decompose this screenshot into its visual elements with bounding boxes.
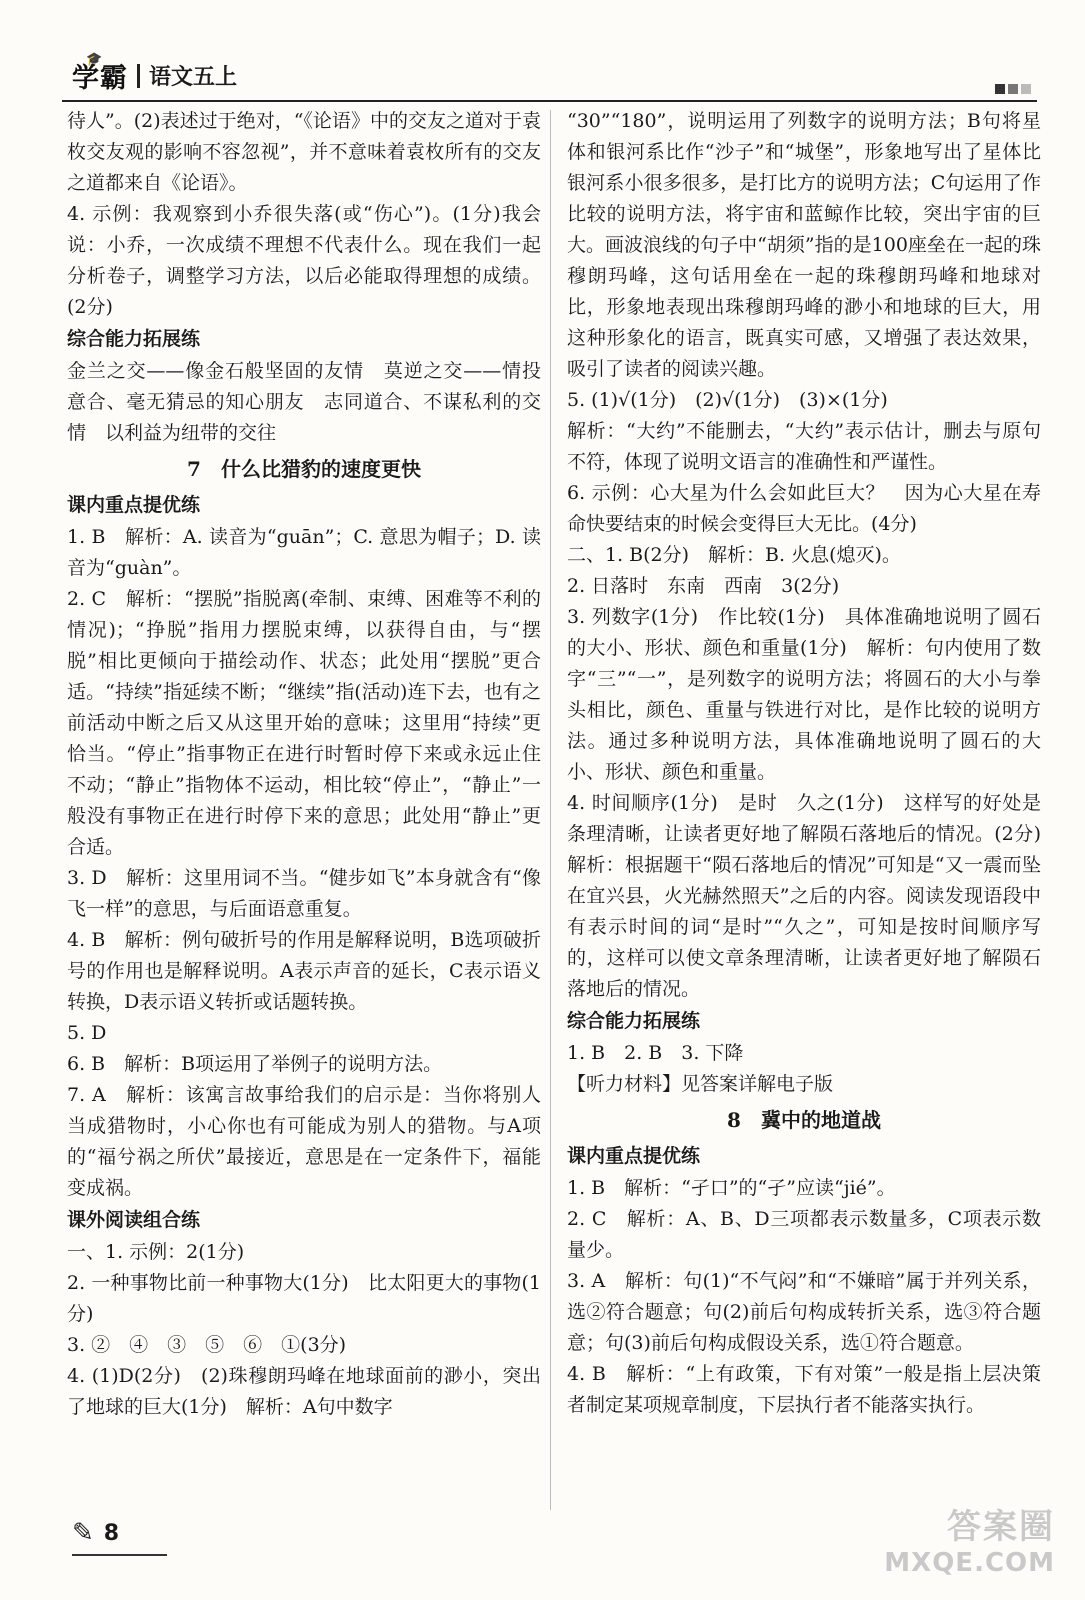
brand-separator	[137, 64, 140, 88]
section-heading: 综合能力拓展练	[567, 1010, 701, 1032]
brand-logo: 学霸	[72, 63, 128, 94]
page-footer	[72, 1518, 119, 1548]
brand	[72, 52, 238, 95]
answer-paragraph: 6. B 解析：B项运用了举例子的说明方法。	[67, 1053, 443, 1075]
book-subject: 语文五上	[149, 65, 238, 90]
answer-paragraph: 1. B 解析：“孑口”的“孑”应读“jié”。	[567, 1177, 896, 1199]
answer-paragraph: 金兰之交——像金石般坚固的友情 莫逆之交——情投意合、毫无猜忌的知心朋友 志同道合、不谋私利的交情 以利益为纽带的交往	[67, 360, 541, 444]
answer-paragraph: 解析：“大约”不能删去，“大约”表示估计，删去与原句不符，体现了说明文语言的准确性和严谨性。	[567, 420, 1041, 473]
graduation-cap-icon: 🎓	[86, 52, 103, 67]
section-heading: 课外阅读组合练	[67, 1209, 201, 1231]
answer-paragraph: 4. 示例：我观察到小乔很失落(或“伤心”)。(1分)我会说：小乔，一次成绩不理想不代表什么。现在我们一起分析卷子，调整学习方法，以后必能取得理想的成绩。(2分)	[67, 203, 541, 318]
answer-paragraph: 3. 列数字(1分) 作比较(1分) 具体准确地说明了圆石的大小、形状、颜色和重量(1分) 解析：句内使用了数字“三”“一”，是列数字的说明方法；将圆石的大小与拳头相比，颜色、重量与铁进行对比，是作比较的说明方法。通过多种说明方法，具体准确地说明了圆石的大小、形状、颜色和重量。	[567, 606, 1041, 783]
section-heading: 课内重点提优练	[567, 1145, 701, 1167]
watermark-url: MXQE.COM	[884, 1548, 1055, 1578]
answer-paragraph: 4. B 解析：例句破折号的作用是解释说明，B选项破折号的作用也是解释说明。A表示声音的延长，C表示语义转换，D表示语义转折或话题转换。	[67, 929, 541, 1013]
answer-paragraph: 2. 日落时 东南 西南 3(2分)	[567, 575, 840, 597]
answer-paragraph: “30”“180”，说明运用了列数字的说明方法；B句将星体和银河系比作“沙子”和“城堡”，形象地写出了星体比银河系小很多很多，是打比方的说明方法；C句运用了作比较的说明方法，将宇宙和蓝鲸作比较，突出宇宙的巨大。画波浪线的句子中“胡须”指的是100座垒在一起的珠穆朗玛峰，这句话用垒在一起的珠穆朗玛峰和地球对比，形象地表现出珠穆朗玛峰的渺小和地球的巨大，用这种形象化的语言，既真实可感，又增强了表达效果，吸引了读者的阅读兴趣。	[567, 110, 1041, 380]
page-header	[62, 44, 1037, 102]
answer-paragraph: 4. 时间顺序(1分) 是时 久之(1分) 这样写的好处是条理清晰，让读者更好地了解陨石落地后的情况。(2分) 解析：根据题干“陨石落地后的情况”可知是“又一震而坠在宜兴县，火光赫然照天”之后的内容。阅读发现语段中有表示时间的词“是时”“久之”，可知是按时间顺序写的，这样可以使文章条理清晰，让读者更好地了解陨石落地后的情况。	[567, 792, 1061, 1000]
answer-paragraph: 2. 一种事物比前一种事物大(1分) 比太阳更大的事物(1分)	[67, 1272, 541, 1325]
answer-paragraph: 【听力材料】见答案详解电子版	[567, 1073, 834, 1095]
answer-paragraph: 3. A 解析：句(1)“不气闷”和“不嫌暗”属于并列关系，选②符合题意；句(2)前后句构成转折关系，选③符合题意；句(3)前后句构成假设关系，选①符合题意。	[567, 1270, 1041, 1354]
watermark-logo: 答案圈	[947, 1507, 1055, 1547]
lesson-title: 8 冀中的地道战	[727, 1108, 881, 1132]
answer-paragraph: 二、1. B(2分) 解析：B. 火息(熄灭)。	[567, 544, 901, 566]
watermark	[884, 1499, 1055, 1578]
decorative-squares-icon	[995, 84, 1031, 94]
right-column	[567, 106, 1061, 1421]
footer-rule	[72, 1554, 167, 1556]
answer-paragraph: 3. D 解析：这里用词不当。“健步如飞”本身就含有“像飞一样”的意思，与后面语意重复。	[67, 867, 541, 920]
lesson-title: 7 什么比猎豹的速度更快	[187, 457, 421, 481]
answer-paragraph: 6. 示例：心大星为什么会如此巨大？ 因为心大星在寿命快要结束的时候会变得巨大无比。(4分)	[567, 482, 1041, 535]
answer-paragraph: 1. B 2. B 3. 下降	[567, 1042, 744, 1064]
answer-paragraph: 待人”。(2)表述过于绝对，“《论语》中的交友之道对于袁枚交友观的影响不容忽视”，并不意味着袁枚所有的交友之道都来自《论语》。	[67, 110, 541, 194]
column-divider	[550, 110, 551, 1510]
section-heading: 课内重点提优练	[67, 494, 201, 516]
answer-paragraph: 7. A 解析：该寓言故事给我们的启示是：当你将别人当成猎物时，小心你也有可能成为别人的猎物。与A项的“福兮祸之所伏”最接近，意思是在一定条件下，福能变成祸。	[67, 1084, 541, 1199]
page-number: 8	[103, 1520, 120, 1546]
answer-paragraph: 4. B 解析：“上有政策，下有对策”一般是指上层决策者制定某项规章制度，下层执行者不能落实执行。	[567, 1363, 1041, 1416]
answer-paragraph: 2. C 解析：“摆脱”指脱离(牵制、束缚、困难等不利的情况)；“挣脱”指用力摆脱束缚，以获得自由，与“摆脱”相比更倾向于描绘动作、状态；此处用“摆脱”更合适。“持续”指延续不断；“继续”指(活动)连下去，也有之前活动中断之后又从这里开始的意味；这里用“持续”更恰当。“停止”指事物正在进行时暂时停下来或永远止住不动；“静止”指物体不运动，相比较“停止”，“静止”一般没有事物正在进行时停下来的意思；此处用“静止”更合适。	[67, 588, 541, 858]
section-heading: 综合能力拓展练	[67, 328, 201, 350]
answer-paragraph: 5. D	[67, 1022, 107, 1044]
answer-paragraph: 2. C 解析：A、B、D三项都表示数量多，C项表示数量少。	[567, 1208, 1041, 1261]
pencil-icon: ✎	[72, 1518, 94, 1548]
answer-paragraph: 3. ② ④ ③ ⑤ ⑥ ①(3分)	[67, 1334, 347, 1356]
left-column	[67, 106, 541, 1423]
answer-paragraph: 5. (1)√(1分) (2)√(1分) (3)×(1分)	[567, 389, 888, 411]
answer-paragraph: 1. B 解析：A. 读音为“guān”；C. 意思为帽子；D. 读音为“guàn”。	[67, 526, 541, 579]
answer-paragraph: 4. (1)D(2分) (2)珠穆朗玛峰在地球面前的渺小，突出了地球的巨大(1分) 解析：A句中数字	[67, 1365, 541, 1418]
answer-paragraph: 一、1. 示例：2(1分)	[67, 1241, 245, 1263]
